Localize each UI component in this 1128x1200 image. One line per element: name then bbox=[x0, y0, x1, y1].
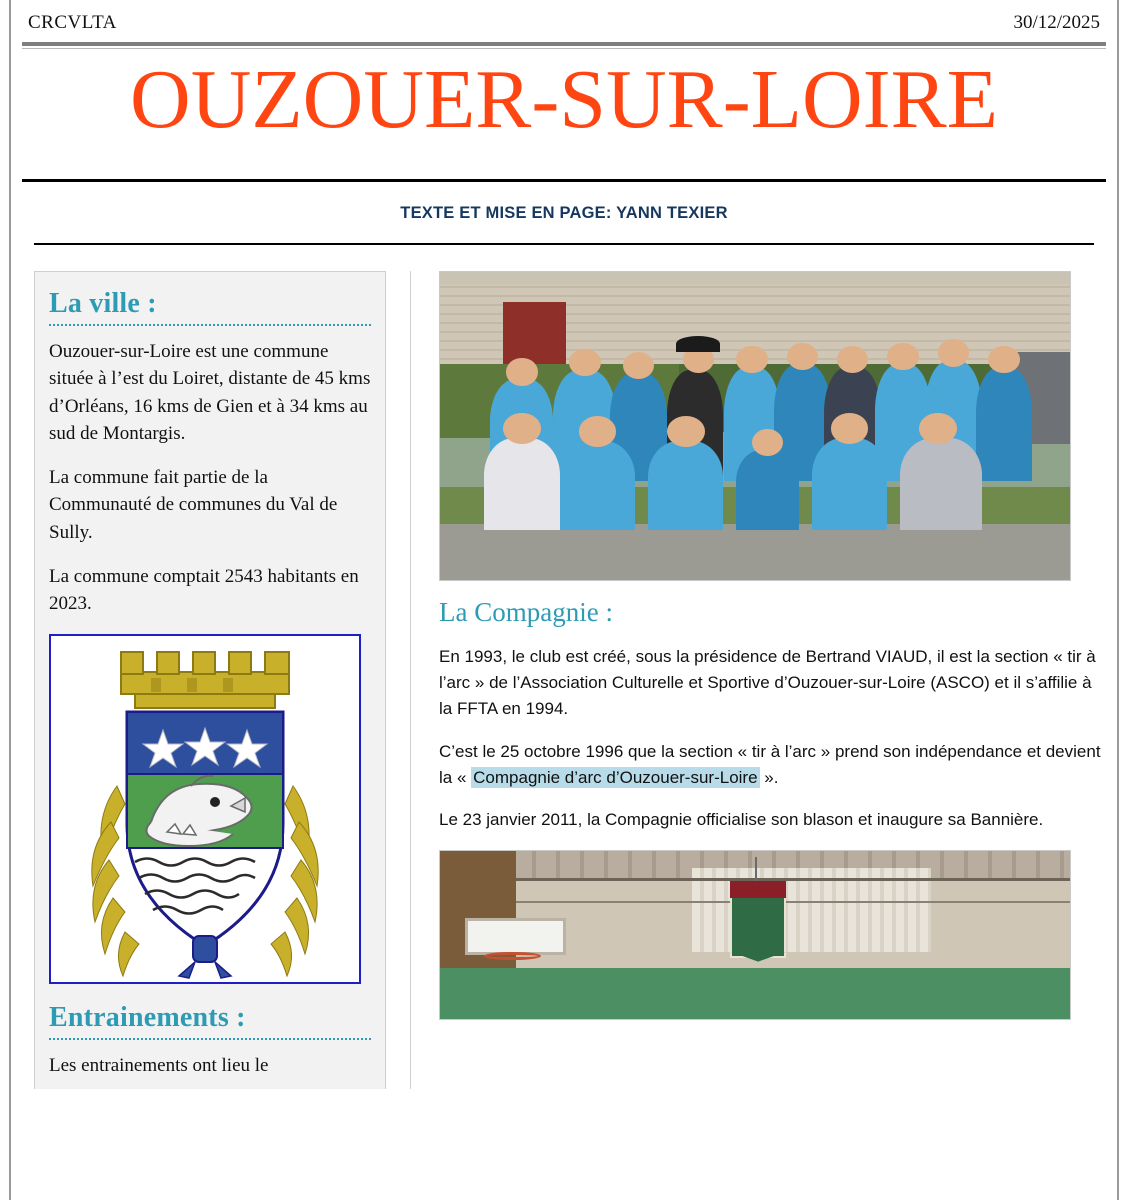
photo-person-front bbox=[648, 441, 724, 530]
publication-date: 30/12/2025 bbox=[1013, 12, 1100, 33]
photo-person-head bbox=[569, 349, 601, 377]
masthead-rule-thick bbox=[22, 42, 1106, 46]
photo-person-front bbox=[812, 438, 888, 530]
photo-person-hat bbox=[676, 336, 720, 351]
compagnie-paragraph-3: Le 23 janvier 2011, la Compagnie officialise son blason et inaugure sa Bannière. bbox=[439, 810, 1044, 830]
heading-underline-2 bbox=[49, 1036, 371, 1040]
title-block bbox=[16, 49, 1112, 157]
photo-person-head bbox=[887, 343, 919, 371]
byline: TEXTE ET MISE EN PAGE: YANN TEXIER bbox=[400, 203, 728, 222]
blason-image bbox=[49, 634, 361, 984]
banner-photo bbox=[439, 850, 1071, 1020]
photo-person bbox=[976, 367, 1033, 481]
page-border-left bbox=[9, 0, 11, 1200]
photo-person-head bbox=[736, 346, 768, 374]
publication-name: CRCVLTA bbox=[28, 12, 117, 33]
group-photo bbox=[439, 271, 1071, 581]
ville-paragraph-1: Ouzouer-sur-Loire est une commune située à l’est du Loiret, distante de 45 kms d’Orléans, 16 kms de Gien et à 34 kms au sud de Montargis. bbox=[49, 340, 371, 445]
photo-person-head bbox=[506, 358, 538, 386]
photo-background-ground bbox=[440, 524, 1070, 579]
page-title: OUZOUER-SUR-LOIRE bbox=[130, 53, 998, 146]
para2-text-after: ». bbox=[759, 768, 779, 788]
sidebar-column bbox=[34, 271, 386, 1089]
basketball-hoop-ring bbox=[484, 952, 541, 960]
compagnie-banner-flag-header bbox=[730, 881, 787, 898]
banner-photo-floor bbox=[440, 968, 1070, 1018]
compagnie-paragraph-2 bbox=[439, 739, 1102, 792]
photo-person-front bbox=[900, 438, 982, 530]
page-border-right bbox=[1117, 0, 1119, 1200]
photo-person-head bbox=[787, 343, 819, 371]
entrainements-text: Les entrainements ont lieu le bbox=[49, 1054, 269, 1076]
document-page bbox=[14, 0, 1114, 1200]
photo-person-front bbox=[484, 438, 560, 530]
basketball-hoop-backboard bbox=[465, 918, 566, 955]
body-columns bbox=[16, 245, 1112, 1089]
heading-underline bbox=[49, 322, 371, 326]
photo-person-head bbox=[988, 346, 1020, 374]
compagnie-paragraph-1: En 1993, le club est créé, sous la présidence de Bertrand VIAUD, il est la section « tir à l’arc » de l’Association Culturelle et Sportive d’Ouzouer-sur-Loire (ASCO) et il s’affilie à la FFTA en 1994. bbox=[439, 646, 1096, 719]
para2-text-before: C’est le 25 octobre 1996 que la section « tir à l’arc » prend son indépendance et devient la « bbox=[439, 741, 1101, 788]
ville-paragraph-2: La commune fait partie de la Communauté de communes du Val de Sully. bbox=[49, 466, 338, 543]
photo-person-front bbox=[560, 441, 636, 530]
photo-person-head bbox=[938, 339, 970, 367]
heading-la-ville: La ville : bbox=[49, 287, 157, 319]
ville-paragraph-3: La commune comptait 2543 habitants en 2023. bbox=[49, 565, 359, 615]
photo-person-head bbox=[667, 416, 705, 447]
blason-svg bbox=[55, 636, 355, 980]
heading-la-compagnie: La Compagnie : bbox=[439, 596, 613, 627]
photo-person-head bbox=[503, 413, 541, 444]
main-column bbox=[410, 271, 1102, 1089]
photo-person-head bbox=[919, 413, 957, 444]
photo-person-front-child bbox=[736, 450, 799, 530]
compagnie-name-highlight: Compagnie d’arc d’Ouzouer-sur-Loire bbox=[473, 768, 758, 788]
heading-entrainements: Entrainements : bbox=[49, 1001, 246, 1033]
masthead bbox=[16, 0, 1112, 40]
